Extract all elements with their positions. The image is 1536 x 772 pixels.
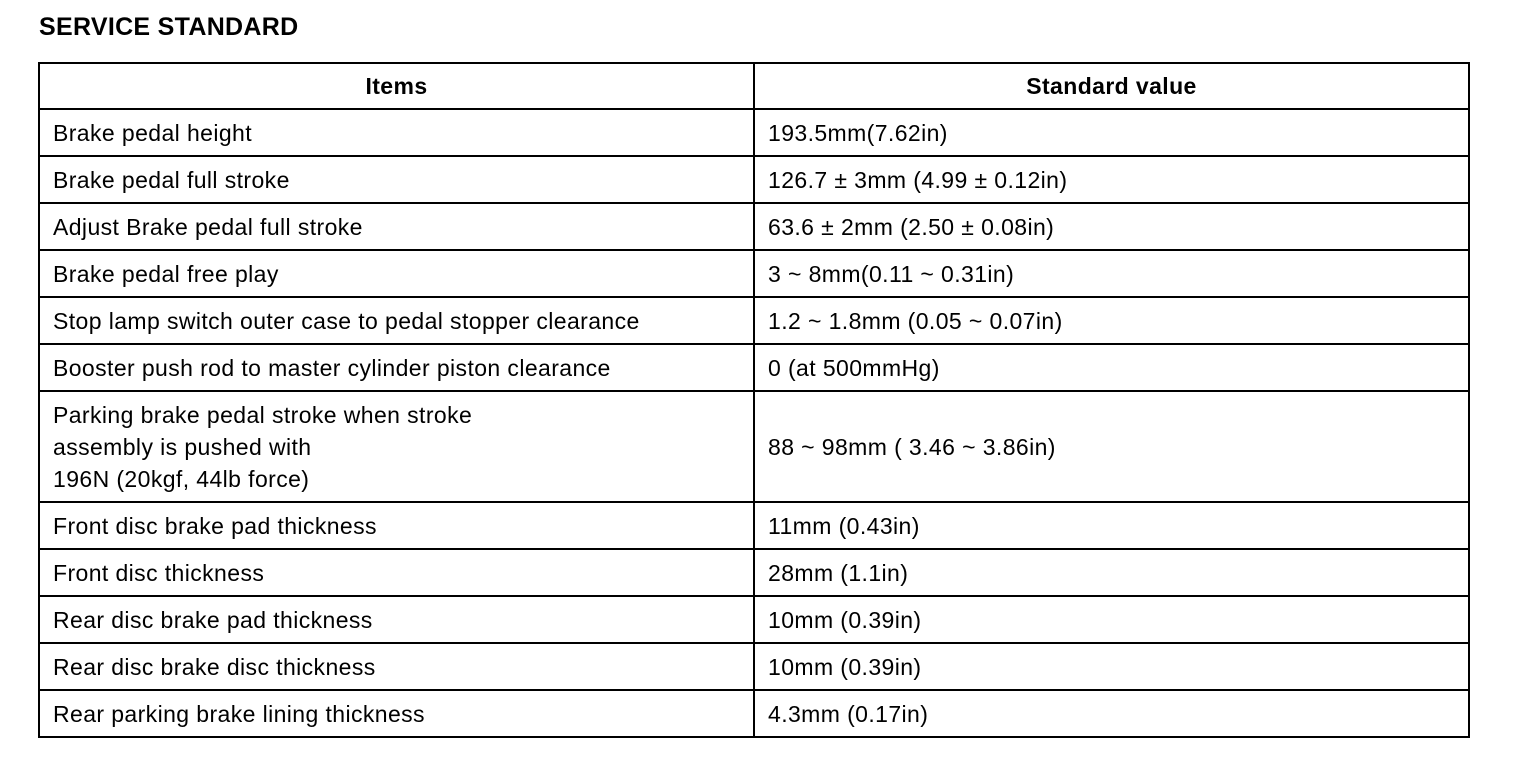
item-cell: Front disc thickness [39,549,754,596]
value-cell: 4.3mm (0.17in) [754,690,1469,737]
item-cell: Parking brake pedal stroke when stroke assembly is pushed with 196N (20kgf, 44lb force) [39,391,754,502]
value-cell: 28mm (1.1in) [754,549,1469,596]
table-row [39,549,1469,596]
table-row [39,643,1469,690]
value-cell: 10mm (0.39in) [754,643,1469,690]
item-cell: Brake pedal full stroke [39,156,754,203]
value-cell: 10mm (0.39in) [754,596,1469,643]
item-cell: Stop lamp switch outer case to pedal stopper clearance [39,297,754,344]
column-header-standard-value: Standard value [754,63,1469,109]
value-cell: 126.7 ± 3mm (4.99 ± 0.12in) [754,156,1469,203]
table-row [39,344,1469,391]
value-cell: 1.2 ~ 1.8mm (0.05 ~ 0.07in) [754,297,1469,344]
table-row [39,250,1469,297]
value-cell: 11mm (0.43in) [754,502,1469,549]
table-row [39,203,1469,250]
table-row [39,391,1469,502]
item-cell: Brake pedal free play [39,250,754,297]
value-cell: 193.5mm(7.62in) [754,109,1469,156]
table-row [39,297,1469,344]
value-cell: 88 ~ 98mm ( 3.46 ~ 3.86in) [754,391,1469,502]
value-cell: 0 (at 500mmHg) [754,344,1469,391]
page-title: SERVICE STANDARD [39,13,299,41]
table-row [39,690,1469,737]
value-cell: 3 ~ 8mm(0.11 ~ 0.31in) [754,250,1469,297]
item-cell: Adjust Brake pedal full stroke [39,203,754,250]
table-header-row [39,63,1469,109]
service-standard-table [38,62,1470,738]
item-cell: Rear disc brake disc thickness [39,643,754,690]
item-cell: Booster push rod to master cylinder piston clearance [39,344,754,391]
table-row [39,109,1469,156]
column-header-items: Items [39,63,754,109]
table-row [39,156,1469,203]
item-cell: Rear parking brake lining thickness [39,690,754,737]
item-cell: Brake pedal height [39,109,754,156]
table-row [39,502,1469,549]
item-cell: Front disc brake pad thickness [39,502,754,549]
value-cell: 63.6 ± 2mm (2.50 ± 0.08in) [754,203,1469,250]
item-cell: Rear disc brake pad thickness [39,596,754,643]
table-row [39,596,1469,643]
